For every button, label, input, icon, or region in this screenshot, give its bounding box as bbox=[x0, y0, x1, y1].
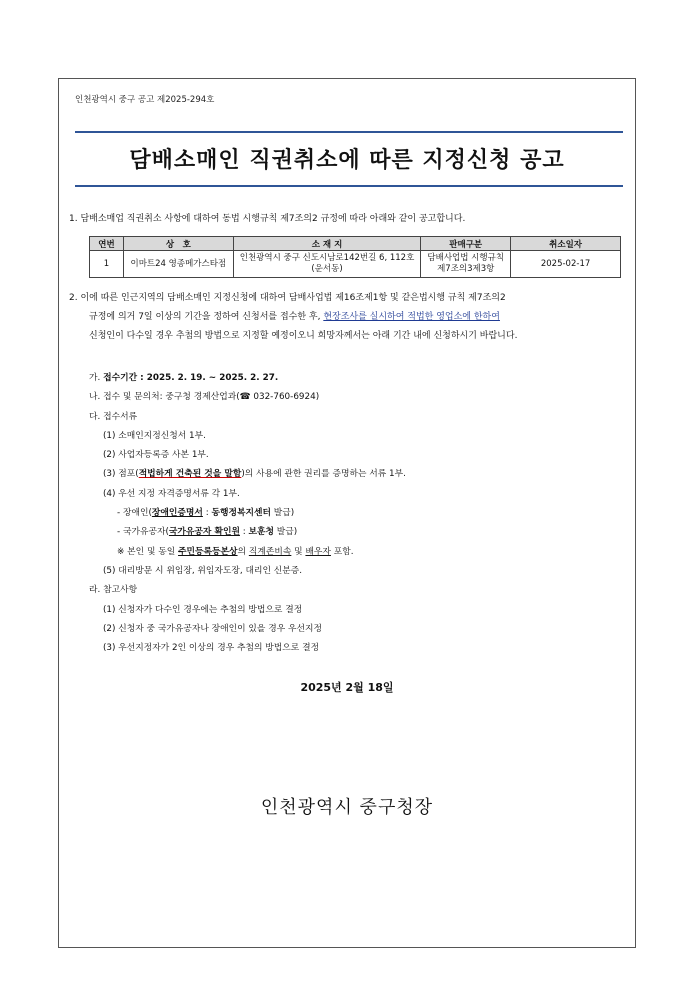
item-d4a-mid: : bbox=[202, 508, 212, 519]
item-r3: (3) 우선지정자가 2인 이상의 경우 추첨의 방법으로 결정 bbox=[103, 643, 320, 654]
item-d4c-post: 포함. bbox=[330, 546, 354, 557]
item-d4c-bold: 주민등록등본상 bbox=[178, 546, 238, 557]
item-d4b-doc: 국가유공자 확인원 bbox=[168, 527, 240, 538]
page-title: 담배소매인 직권취소에 따른 지정신청 공고 bbox=[129, 148, 565, 173]
item-d4c-mid: 의 bbox=[237, 546, 249, 557]
item-r1: (1) 신청자가 다수인 경우에는 추첨의 방법으로 결정 bbox=[103, 604, 303, 615]
item-d4a-issuer: 동행정복지센터 bbox=[211, 508, 271, 519]
section-1-text: 1. 담배소매업 직권취소 사항에 대하여 동법 시행규칙 제7조의2 규정에 따라 아래와 같이 공고합니다. bbox=[69, 214, 466, 224]
cancellation-table bbox=[89, 236, 621, 278]
header-address: 소 재 지 bbox=[233, 237, 421, 251]
header-no: 연번 bbox=[90, 237, 124, 251]
cell-address: 인천광역시 중구 신도시남로142번길 6, 112호 (운서동) bbox=[233, 251, 421, 278]
cell-date: 2025-02-17 bbox=[511, 251, 621, 278]
item-d4b-post: 발급) bbox=[274, 527, 298, 538]
header-name: 상 호 bbox=[123, 237, 233, 251]
title-rule-top bbox=[75, 131, 623, 133]
signature: 인천광역시 중구청장 bbox=[260, 797, 434, 818]
item-d4c-pre: ※ 본인 및 동일 bbox=[117, 546, 179, 557]
section-2-underline: 현장조사를 실시하여 적법한 영업소에 한하여 bbox=[323, 312, 500, 322]
section-2-line-2-pre: 규정에 의거 7일 이상의 기간을 정하여 신청서를 접수한 후, bbox=[89, 312, 324, 322]
notice-number: 인천광역시 중구 공고 제2025-294호 bbox=[75, 95, 215, 105]
detail-list bbox=[89, 369, 619, 658]
item-d4b-pre: - 국가유공자( bbox=[117, 527, 169, 538]
item-d4a bbox=[89, 504, 619, 523]
item-d3-post: )의 사용에 관한 권리를 증명하는 서류 1부. bbox=[241, 469, 406, 480]
table-header-row bbox=[90, 237, 621, 251]
header-date: 취소일자 bbox=[511, 237, 621, 251]
cell-name: 이마트24 영종메가스타점 bbox=[123, 251, 233, 278]
item-d1: (1) 소매인지정신청서 1부. bbox=[103, 430, 206, 441]
item-d3-bold: 적법하게 건축된 것을 말함 bbox=[138, 469, 242, 480]
item-d4b bbox=[89, 523, 619, 542]
item-ga-prefix: 가. bbox=[89, 373, 104, 383]
item-d4a-pre: - 장애인( bbox=[117, 508, 152, 519]
item-d4c-mid2: 및 bbox=[291, 546, 306, 557]
item-d4c bbox=[89, 543, 619, 562]
item-d2: (2) 사업자등록증 사본 1부. bbox=[103, 450, 209, 461]
section-2-line-3: 신청인이 다수일 경우 추첨의 방법으로 지정할 예정이오니 희망자께서는 아래 기간 내에 신청하시기 바랍니다. bbox=[89, 331, 518, 341]
item-ga bbox=[89, 369, 619, 388]
cell-no: 1 bbox=[90, 251, 124, 278]
item-d4c-spouse: 배우자 bbox=[305, 546, 331, 557]
item-ra: 라. 참고사항 bbox=[89, 585, 138, 596]
item-d4b-issuer: 보훈청 bbox=[248, 527, 275, 538]
section-2-line-2 bbox=[69, 308, 629, 327]
item-d5: (5) 대리방문 시 위임장, 위임자도장, 대리인 신분증. bbox=[103, 565, 303, 576]
notice-date: 2025년 2월 18일 bbox=[300, 681, 394, 694]
section-2-text bbox=[69, 289, 629, 346]
item-d4a-post: 발급) bbox=[270, 508, 295, 519]
item-d4: (4) 우선 지정 자격증명서류 각 1부. bbox=[103, 488, 240, 499]
item-d3 bbox=[89, 465, 619, 484]
item-d3-pre: (3) 점포( bbox=[103, 469, 139, 480]
item-d4a-doc: 장애인증명서 bbox=[151, 508, 203, 519]
table-row bbox=[90, 251, 621, 278]
item-r2: (2) 신청자 중 국가유공자나 장애인이 있을 경우 우선지정 bbox=[103, 623, 322, 634]
cell-type: 담배사업법 시행규칙 제7조의3제3항 bbox=[421, 251, 511, 278]
section-2-line-1: 2. 이에 따른 인근지역의 담배소매인 지정신청에 대하여 담배사업법 제16조제1항 및 같은법시행 규칙 제7조의2 bbox=[69, 293, 506, 303]
item-ga-period: 접수기간 : 2025. 2. 19. ~ 2025. 2. 27. bbox=[103, 373, 279, 383]
item-d4b-mid: : bbox=[239, 527, 249, 538]
item-d4c-lineal: 직계존비속 bbox=[248, 546, 292, 557]
item-da: 다. 접수서류 bbox=[89, 411, 138, 422]
header-type: 판매구분 bbox=[421, 237, 511, 251]
item-na: 나. 접수 및 문의처: 중구청 경제산업과(☎ 032-760-6924) bbox=[89, 392, 320, 403]
title-rule-bottom bbox=[75, 185, 623, 187]
notice-page bbox=[58, 78, 636, 948]
